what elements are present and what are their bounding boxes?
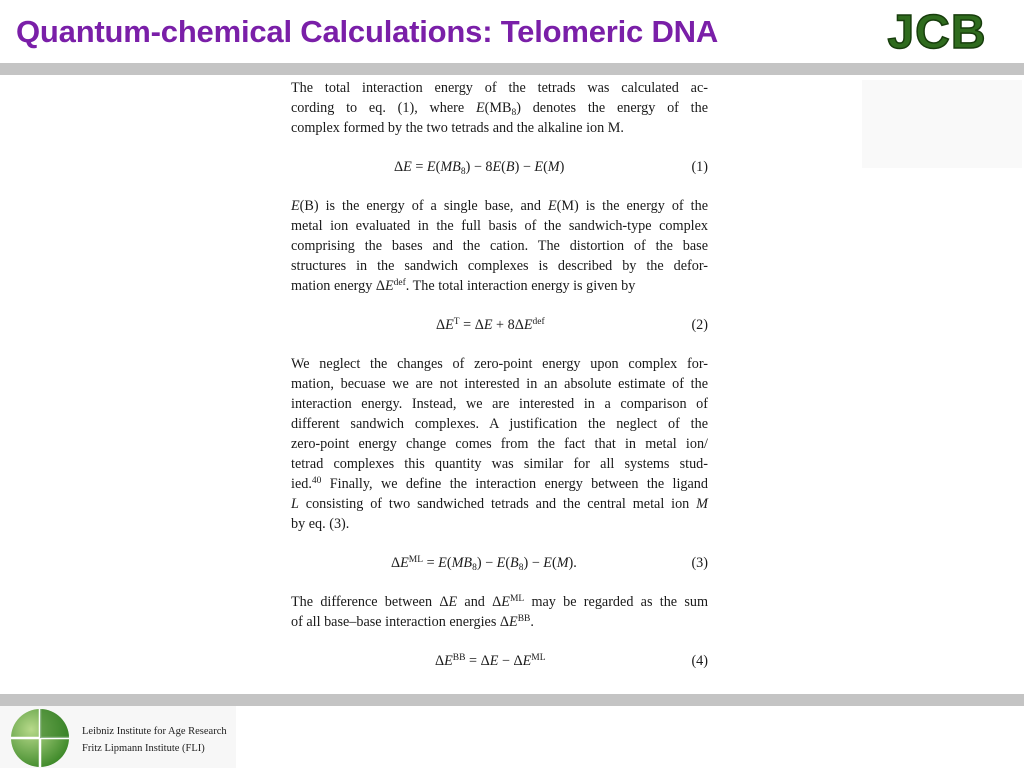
equation-3 bbox=[291, 553, 708, 573]
institute-line-2: Fritz Lipmann Institute (FLI) bbox=[82, 743, 205, 754]
institute-line-1: Leibniz Institute for Age Research bbox=[82, 726, 227, 737]
equation-formula: $\Delta E^{ML} = E(MB_8) - E(B_8) - E(M)$. bbox=[391, 555, 577, 573]
text-line: L consisting of two sandwiched tetrads and the central metal ion M bbox=[291, 496, 708, 512]
text-line: mation energy $\Delta E^{def}$. The total interaction energy is given by bbox=[291, 278, 636, 294]
text-line: interaction energy. Instead, we are interested in a comparison of bbox=[291, 396, 708, 412]
text-line: of all base–base interaction energies $\Delta E^{BB}$. bbox=[291, 614, 534, 630]
text-line: mation, becuase we are not interested in an absolute estimate of the bbox=[291, 376, 708, 392]
paragraph-4 bbox=[291, 592, 708, 632]
equation-formula: $\Delta E = E(MB_8) - 8E(B) - E(M)$ bbox=[394, 159, 565, 177]
text-line: different sandwich complexes. A justification the neglect of the bbox=[291, 416, 708, 432]
text-line: The total interaction energy of the tetrads was calculated ac- bbox=[291, 80, 708, 96]
equation-4 bbox=[291, 651, 708, 671]
text-line: E(B) is the energy of a single base, and E(M) is the energy of the bbox=[291, 198, 708, 214]
text-line: complex formed by the two tetrads and the alkaline ion M. bbox=[291, 120, 624, 136]
text-line: ied.$^{40}$ Finally, we define the interaction energy between the ligand bbox=[291, 476, 708, 492]
text-line: structures in the sandwich complexes is described by the defor- bbox=[291, 258, 708, 274]
text-line: We neglect the changes of zero-point energy upon complex for- bbox=[291, 356, 708, 372]
equation-number: (3) bbox=[691, 555, 708, 571]
paragraph-2 bbox=[291, 196, 708, 296]
equation-number: (2) bbox=[691, 317, 708, 333]
faded-image-placeholder bbox=[862, 80, 1022, 168]
equation-number: (4) bbox=[691, 653, 708, 669]
text-line: cording to eq. (1), where $E(MB_8)$ denotes the energy of the bbox=[291, 100, 708, 118]
header-divider bbox=[0, 63, 1024, 75]
text-line: zero-point energy change comes from the fact that in metal ion/ bbox=[291, 436, 708, 452]
equation-formula: $\Delta E^T = \Delta E + 8\Delta E^{def}$ bbox=[436, 317, 545, 333]
equation-number: (1) bbox=[691, 159, 708, 175]
text-line: The difference between ΔE and $\Delta E^{ML}$ may be regarded as the sum bbox=[291, 594, 709, 610]
equation-1 bbox=[291, 157, 708, 177]
footer-divider bbox=[0, 694, 1024, 706]
paragraph-1 bbox=[291, 78, 708, 138]
fli-logo-icon bbox=[10, 708, 70, 768]
text-line: metal ion evaluated in the full basis of the sandwich-type complex bbox=[291, 218, 708, 234]
equation-2 bbox=[291, 315, 708, 335]
equation-formula: $\Delta E^{BB} = \Delta E - \Delta E^{ML}$ bbox=[435, 653, 546, 669]
paragraph-3 bbox=[291, 354, 708, 534]
institute-name bbox=[82, 723, 227, 757]
text-line: tetrad complexes this quantity was similar for all systems stud- bbox=[291, 456, 708, 472]
document-excerpt bbox=[291, 78, 708, 690]
slide-title: Quantum-chemical Calculations: Telomeric DNA bbox=[16, 14, 719, 49]
text-line: by eq. (3). bbox=[291, 516, 350, 532]
text-line: comprising the bases and the cation. The distortion of the base bbox=[291, 238, 708, 254]
jcb-logo bbox=[864, 4, 1010, 56]
jcb-logo-text: JCB bbox=[887, 6, 987, 56]
